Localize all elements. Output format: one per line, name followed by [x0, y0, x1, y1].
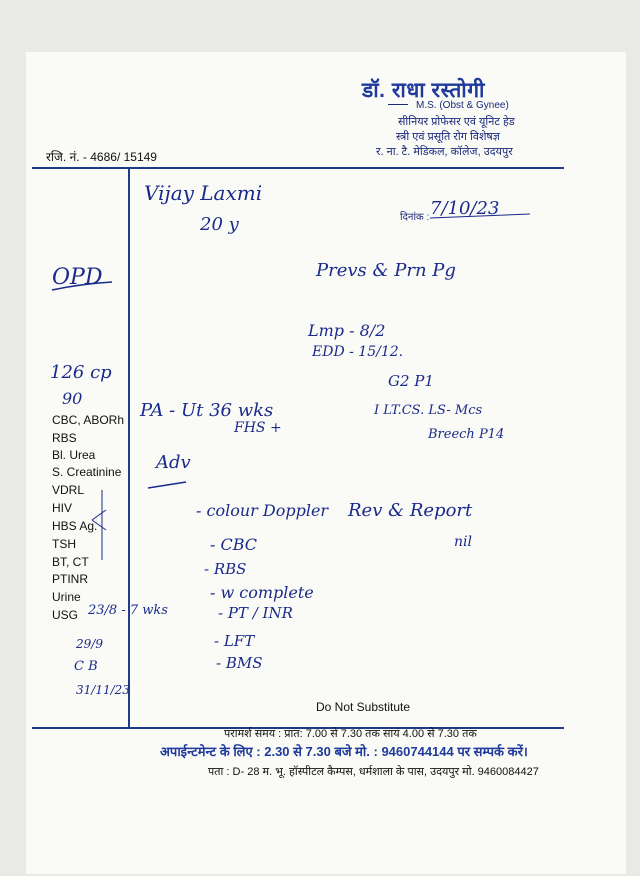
- hw-bp: 126 cp: [50, 362, 112, 383]
- test-item: RBS: [52, 431, 77, 445]
- test-item: Bl. Urea: [52, 448, 96, 462]
- doctor-specialty: स्त्री एवं प्रसूति रोग विशेषज्ञ: [396, 131, 500, 143]
- hw-opd: OPD: [52, 265, 103, 290]
- hw-fhs: FHS +: [234, 420, 282, 436]
- hw-adv: Adv: [156, 452, 191, 473]
- hw-complaint: Prevs & Prn Pg: [316, 260, 456, 281]
- hw-history: I LT.CS. LS- Mcs: [374, 403, 483, 418]
- hw-pa: PA - Ut 36 wks: [140, 400, 274, 421]
- test-item: TSH: [52, 537, 76, 551]
- doctor-qualification: M.S. (Obst & Gynee): [416, 100, 509, 111]
- doctor-name: डॉ. राधा रस्तोगी: [362, 79, 485, 102]
- test-item: HIV: [52, 501, 73, 515]
- hw-advice: - PT / INR: [218, 604, 293, 622]
- hw-reason: Breech P14: [428, 427, 505, 442]
- registration-number: रजि. नं. - 4686/ 15149: [46, 150, 157, 164]
- test-item: S. Creatinine: [52, 465, 122, 479]
- hw-g2p1: G2 P1: [388, 372, 434, 390]
- test-item: HBS Ag.: [52, 519, 98, 533]
- hw-advice: - w complete: [210, 583, 314, 602]
- hw-last-date: 31/11/23: [76, 683, 130, 697]
- college-name: र. ना. टै. मेडिकल, कॉलेज, उदयपुर: [376, 146, 513, 158]
- adv-underline: [148, 482, 186, 488]
- test-item: CBC, ABORh: [52, 413, 125, 427]
- hw-patient-name: Vijay Laxmi: [144, 181, 263, 205]
- test-item: VDRL: [52, 483, 85, 497]
- hw-advice: - CBC: [210, 535, 258, 554]
- do-not-substitute: Do Not Substitute: [316, 700, 411, 714]
- hw-advice: - LFT: [214, 632, 255, 650]
- hw-followup-date: 29/9: [76, 637, 103, 651]
- consultation-time: परामर्श समय : प्रात: 7.00 से 7.30 तक सायं 4.00 से 7.30 तक: [224, 728, 477, 740]
- test-item: BT, CT: [52, 555, 89, 569]
- hw-advice: - colour Doppler: [196, 501, 329, 520]
- hw-lmp: Lmp - 8/2: [308, 321, 386, 340]
- hw-age: 20 y: [200, 214, 239, 235]
- test-item: Urine: [52, 590, 81, 604]
- hw-date: 7/10/23: [430, 198, 500, 219]
- bracket-mark: [92, 490, 106, 560]
- test-item: USG: [52, 608, 79, 622]
- hw-nil: nil: [454, 534, 472, 550]
- test-item: PTINR: [52, 572, 88, 586]
- hw-review: Rev & Report: [348, 500, 473, 521]
- hw-advice: - RBS: [204, 560, 247, 578]
- hw-edd: EDD - 15/12.: [312, 344, 404, 360]
- date-label: दिनांक :: [400, 212, 430, 223]
- hw-advice: - BMS: [216, 654, 263, 672]
- hw-cb: C B: [74, 659, 98, 674]
- hw-usg-note: 23/8 - 7 wks: [88, 603, 168, 618]
- doctor-designation: सीनियर प्रोफेसर एवं यूनिट हेड: [398, 116, 515, 128]
- hw-weight: 90: [62, 389, 83, 408]
- appointment-info: अपाईन्टमेन्ट के लिए : 2.30 से 7.30 बजे मो. : 9460744144 पर सम्पर्क करें।: [160, 744, 528, 759]
- clinic-address: पता : D- 28 म. भू. हॉस्पीटल कैम्पस, धर्मशाला के पास, उदयपुर मो. 9460084427: [208, 766, 539, 778]
